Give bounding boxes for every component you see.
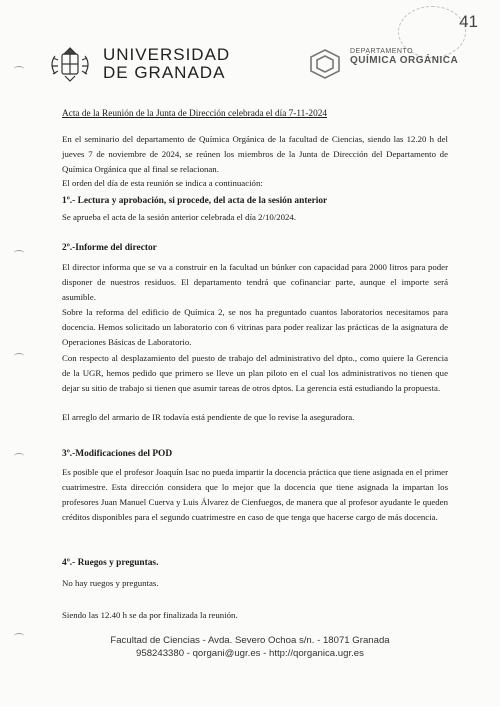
section-2-paragraph-2: Sobre la reforma del edificio de Química 2, se nos ha preguntado cuantos laboratorios necesitamos para docencia. Hemos solicitado un laboratorio con 6 vitrinas para poder realizar las prácticas de la asignatura de Operaciones Básicas de Laboratorio. (62, 307, 448, 347)
footer-contact: 958243380 - qorgani@ugr.es - http://qorganica.ugr.es (136, 648, 364, 659)
section-2-paragraph-1: El director informa que se va a construir en la facultad un búnker con capacidad para 2000 litros para poder disponer de nuestros residuos. El departamento tendrá que cofinanciar parte, aunque el importe será asumible. (62, 262, 448, 302)
department-name-line2: QUÍMICA ORGÁNICA (350, 55, 459, 66)
department-hexagon-icon (305, 48, 345, 80)
footer-address: Facultad de Ciencias - Avda. Severo Ochoa s/n. - 18071 Granada (110, 635, 390, 646)
punch-mark (14, 66, 24, 72)
university-crest-icon (45, 44, 95, 84)
document-title: Acta de la Reunión de la Junta de Dirección celebrada el día 7-11-2024 (62, 109, 328, 119)
section-1-paragraph: Se aprueba el acta de la sesión anterior celebrada el día 2/10/2024. (62, 212, 296, 222)
university-name-line2: DE GRANADA (103, 63, 226, 82)
section-4-paragraph: No hay ruegos y preguntas. (62, 578, 159, 588)
page-number: 41 (459, 12, 478, 31)
section-3-paragraph: Es posible que el profesor Joaquín Isac no pueda impartir la docencia práctica que tiene asignada en el primer cuatrimestre. Esta dirección considera que lo mejor que la docencia que tiene asignada la impartan los profesores Juan Manuel Cuerva y Luis Álvarez de Cienfuegos, de manera que al profesor ayudante le queden créditos disponibles para el segundo cuatrimestre en caso de que tenga que hacerse cargo de más docencia. (62, 467, 448, 522)
university-name-line1: UNIVERSIDAD (103, 45, 231, 64)
section-2-paragraph-3: Con respecto al desplazamiento del puesto de trabajo del administrativo del dpto., como quiere la Gerencia de la UGR, hemos pedido que primero se lleve un plan piloto en el cual los administrativos no tienen que dejar su sitio de trabajo si tienen que asumir tareas de otros dptos. La gerencia está estudiando la propuesta. (62, 353, 448, 393)
punch-mark (14, 353, 24, 359)
section-1-heading: 1º.- Lectura y aprobación, si procede, del acta de la sesión anterior (62, 196, 328, 206)
punch-mark (14, 250, 24, 256)
section-2-heading: 2º.-Informe del director (62, 243, 157, 253)
department-name (350, 48, 458, 66)
section-4-heading: 4º.- Ruegos y preguntas. (62, 558, 159, 568)
section-2-paragraph-4: El arreglo del armario de IR todavía está pendiente de que lo revise la aseguradora. (62, 412, 355, 422)
closing-line: Siendo las 12.40 h se da por finalizada la reunión. (62, 610, 238, 620)
department-name-line1: DEPARTAMENTO (350, 48, 414, 55)
section-3-heading: 3º.-Modificaciones del POD (62, 449, 173, 459)
university-name (103, 46, 230, 82)
intro-paragraph: En el seminario del departamento de Química Orgánica de la facultad de Ciencias, siendo las 12.20 h del jueves 7 de noviembre de 2024, se reúnen los miembros de la Junta de Dirección del Departamento de Química Orgánica que al final se relacionan. (62, 134, 448, 174)
order-line: El orden del día de esta reunión se indica a continuación: (62, 178, 263, 188)
punch-mark (14, 453, 24, 459)
